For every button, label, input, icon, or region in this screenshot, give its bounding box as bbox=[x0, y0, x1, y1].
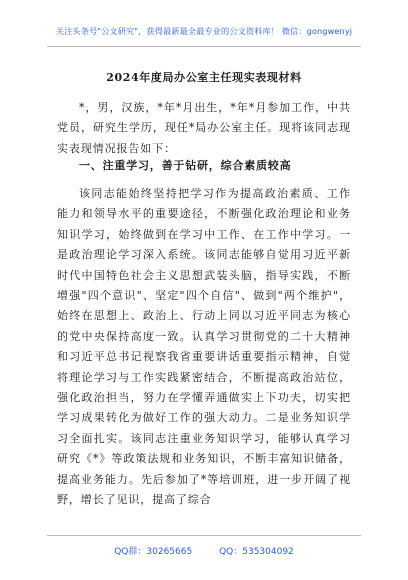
section-heading-1: 一、注重学习，善于钻研，综合素质较高 bbox=[79, 159, 292, 172]
footer-qq-contact: QQ：535304092 bbox=[219, 547, 294, 557]
section-1-paragraph: 该同志能始终坚持把学习作为提高政治素质、工作能力和领导水平的重要途径，不断强化政治理论和业务知识学习，始终做到在学习中工作、在工作中学习。一是政治理论学习深入系统。该同志能够自觉用习近平新时代中国特色社会主义思想武装头脑，指导实践，不断增强"四个意识"、坚定"四个自信"、做到"两个维护"，始终在思想上、政治上、行动上同以习近平同志为核心的党中央保持高度一致。认真学习贯彻党的二十大精神和习近平总书记视察我省重要讲话重要指示精神，自觉将理论学习与工作实践紧密结合，不断提高政治站位，强化政治担当，努力在学懂弄通做实上下功夫，切实把学习成果转化为做好工作的强大动力。二是业务知识学习全面扎实。该同志注重业务知识学习，能够认真学习研究《*》等政策法规和业务知识，不断丰富知识储备，提高业务能力。先后参加了*等培训班，进一步开阔了视野，增长了见识，提高了综合 bbox=[57, 187, 351, 507]
footer bbox=[0, 544, 408, 557]
header-divider bbox=[47, 46, 361, 47]
document-title: 2024年度局办公室主任现实表现材料 bbox=[106, 71, 302, 84]
header-banner: 关注头条号"公文研究"，获得最新最全最专业的公文资料库！ 微信：gongwenyj bbox=[55, 26, 353, 36]
footer-qq-group: QQ群：30265665 bbox=[114, 547, 193, 557]
intro-paragraph: *，男，汉族，*年*月出生，*年*月参加工作，中共党员，研究生学历，现任*局办公室主任。现将该同志现实表现情况报告如下： bbox=[57, 101, 351, 155]
footer-divider bbox=[47, 535, 361, 536]
